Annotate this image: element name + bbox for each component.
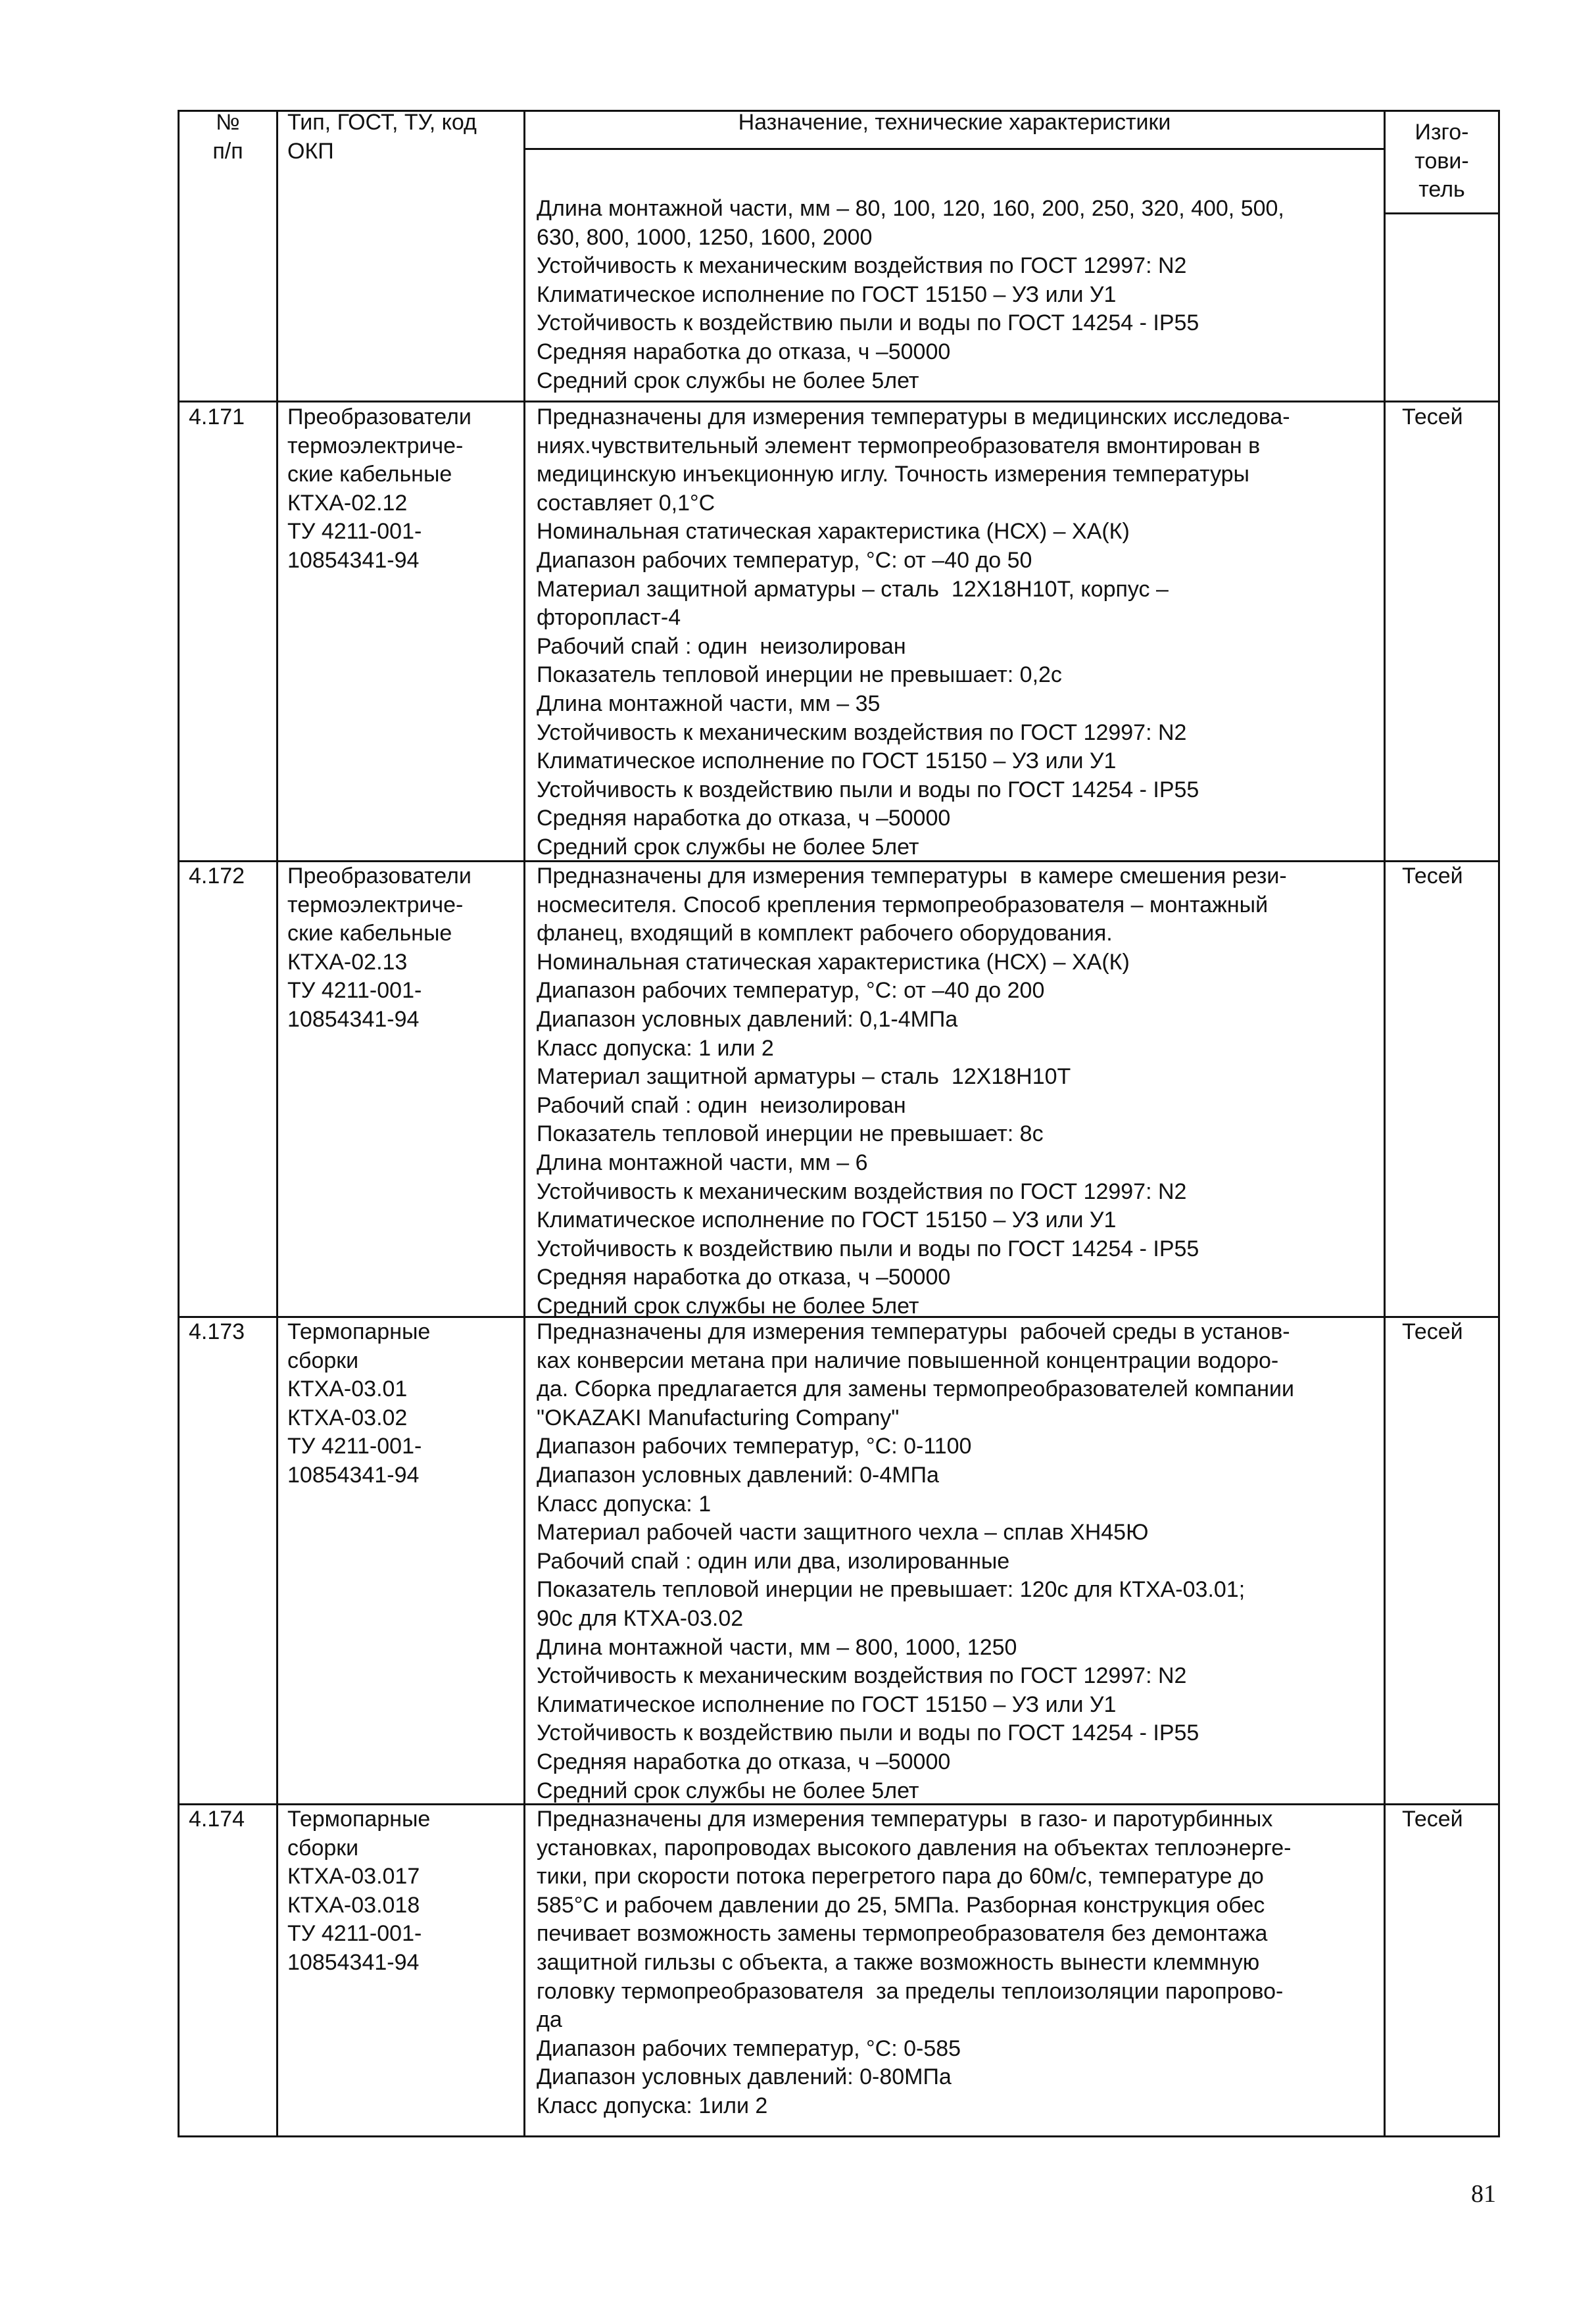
table-border-right <box>1498 110 1500 2137</box>
continuation-description: Длина монтажной части, мм – 80, 100, 120, 160, 200, 250, 320, 400, 500, 630, 800, 1000, 1250, 1600, 2000 Устойчивость к механическим воздействия по ГОСТ 12997: N2 Климатическое исполнение по ГОСТ 15150 – УЗ или У1 Устойчивость к воздействию пыли и воды по ГОСТ 14254 - IP55 Средняя наработка до отказа, ч –50000 Средний срок службы не более 5лет <box>537 196 1284 393</box>
row-4173-type: Термопарные сборки КТХА-03.01 КТХА-03.02 ТУ 4211-001- 10854341-94 <box>287 1319 431 1488</box>
header-underline <box>523 148 1386 150</box>
row-4171-type: Преобразователи термоэлектриче- ские кабельные КТХА-02.12 ТУ 4211-001- 10854341-94 <box>287 404 472 573</box>
page-number: 81 <box>1471 2180 1496 2208</box>
row-4173-number: 4.173 <box>189 1319 245 1344</box>
row-4174-type: Термопарные сборки КТХА-03.017 КТХА-03.018 ТУ 4211-001- 10854341-94 <box>287 1807 431 1975</box>
row-4174-description: Предназначены для измерения температуры в газо- и паротурбинных установках, паропроводах высокого давления на объектах теплоэнерге- тики, при скорости потока перегретого пара до 60м/с, температуре до 585°С и рабочем давлении до 25, 5МПа. Разборная конструкция обес печивает возможность замены термопреобразователя без демонтажа защитной гильзы с объекта, а также возможность вынести клеммную головку термопреобразователя за пределы теплоизоляции паропрово- да Диапазон рабочих температур, °С: 0-585 Диапазон условных давлений: 0-80МПа Класс допуска: 1или 2 <box>537 1807 1292 2118</box>
row-4172-manufacturer: Тесей <box>1402 864 1463 889</box>
column-divider-2 <box>523 110 525 2137</box>
row-4171-number: 4.171 <box>189 404 245 429</box>
row-divider-1 <box>178 401 1500 402</box>
row-4173-description: Предназначены для измерения температуры рабочей среды в установ- ках конверсии метана при наличие повышенной концентрации водоро- да. Сборка предлагается для замены термопреобразователей компании "OKAZAKI Manufacturing Company" Диапазон рабочих температур, °С: 0-1100 Диапазон условных давлений: 0-4МПа Класс допуска: 1 Материал рабочей части защитного чехла – сплав ХН45Ю Рабочий спай : один или два, изолированные Показатель тепловой инерции не превышает: 120с для КТХА-03.01; 90с для КТХА-03.02 Длина монтажной части, мм – 800, 1000, 1250 Устойчивость к механическим воздействия по ГОСТ 12997: N2 Климатическое исполнение по ГОСТ 15150 – УЗ или У1 Устойчивость к воздействию пыли и воды по ГОСТ 14254 - IP55 Средняя наработка до отказа, ч –50000 Средний срок службы не более 5лет <box>537 1319 1294 1803</box>
header-type: Тип, ГОСТ, ТУ, код ОКП <box>287 110 477 164</box>
row-4174-manufacturer: Тесей <box>1402 1807 1463 1832</box>
row-4172-type: Преобразователи термоэлектриче- ские кабельные КТХА-02.13 ТУ 4211-001- 10854341-94 <box>287 864 472 1032</box>
row-4172-number: 4.172 <box>189 864 245 889</box>
maker-header-underline <box>1384 212 1500 214</box>
header-description: Назначение, технические характеристики <box>738 110 1171 135</box>
row-4172-description: Предназначены для измерения температуры в камере смешения рези- носмесителя. Способ крепления термопреобразователя – монтажный фланец, входящий в комплект рабочего оборудования. Номинальная статическая характеристика (НСХ) – ХА(К) Диапазон рабочих температур, °С: от –40 до 200 Диапазон условных давлений: 0,1-4МПа Класс допуска: 1 или 2 Материал защитной арматуры – сталь 12Х18Н10Т Рабочий спай : один неизолирован Показатель тепловой инерции не превышает: 8с Длина монтажной части, мм – 6 Устойчивость к механическим воздействия по ГОСТ 12997: N2 Климатическое исполнение по ГОСТ 15150 – УЗ или У1 Устойчивость к воздействию пыли и воды по ГОСТ 14254 - IP55 Средняя наработка до отказа, ч –50000 Средний срок службы не более 5лет <box>537 864 1287 1319</box>
table-border-bottom <box>178 2135 1500 2137</box>
column-divider-3 <box>1384 110 1386 2137</box>
table-border-left <box>178 110 180 2137</box>
row-4171-manufacturer: Тесей <box>1402 404 1463 429</box>
header-manufacturer: Изго- тови- тель <box>1415 120 1469 203</box>
column-divider-1 <box>276 110 278 2137</box>
row-4171-description: Предназначены для измерения температуры в медицинских исследова- ниях.чувствительный элемент термопреобразователя вмонтирован в медицинскую инъекционную иглу. Точность измерения температуры составляет 0,1°С Номинальная статическая характеристика (НСХ) – ХА(К) Диапазон рабочих температур, °С: от –40 до 50 Материал защитной арматуры – сталь 12Х18Н10Т, корпус – фторопласт-4 Рабочий спай : один неизолирован Показатель тепловой инерции не превышает: 0,2с Длина монтажной части, мм – 35 Устойчивость к механическим воздействия по ГОСТ 12997: N2 Климатическое исполнение по ГОСТ 15150 – УЗ или У1 Устойчивость к воздействию пыли и воды по ГОСТ 14254 - IP55 Средняя наработка до отказа, ч –50000 Средний срок службы не более 5лет <box>537 404 1290 860</box>
row-4173-manufacturer: Тесей <box>1402 1319 1463 1344</box>
header-number: № п/п <box>212 110 243 164</box>
row-4174-number: 4.174 <box>189 1807 245 1832</box>
